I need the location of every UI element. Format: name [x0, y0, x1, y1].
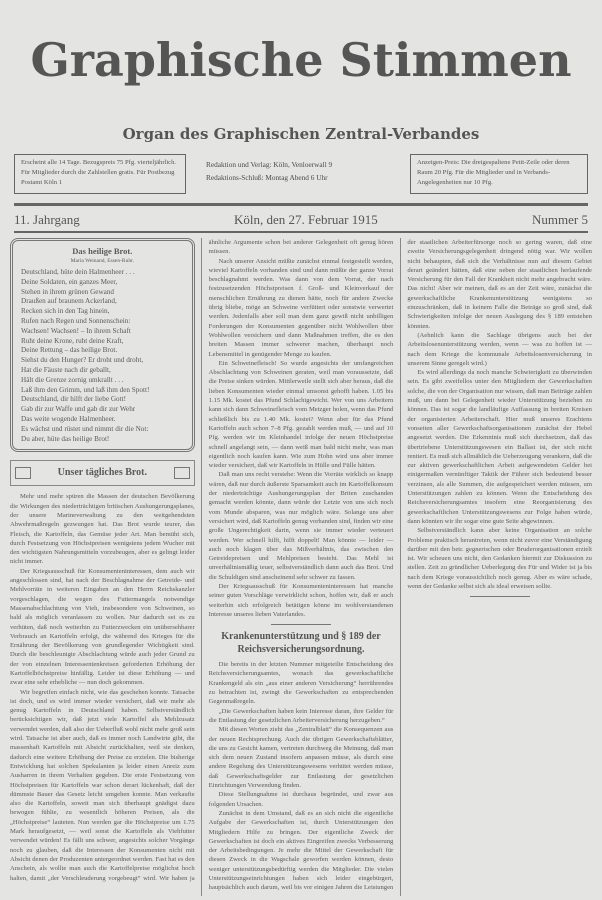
poem-box [10, 238, 195, 452]
volume: 11. Jahrgang [14, 212, 80, 227]
poem-line: Hält die Grenze zornig umkrallt . . . [21, 375, 124, 384]
ornament-square [15, 467, 31, 479]
poem-line: Hat die Fäuste nach dir geballt, [21, 365, 111, 374]
section-end-rule [470, 596, 530, 597]
poem-line: Siehst du den Hunger? Er droht und droht, [21, 356, 144, 365]
article-paragraph: Die bereits in der letzten Nummer mitgeteilte Entscheidung des Reichsversicherungsamtes, wonach das gewerkschaftliche Krankengeld als ein „aus einer anderen Versicherung“ herrührendes zu betrachten ist, zwingt die Gewerkschaften zu entsprechenden Gegenmaßregeln. [208, 661, 394, 706]
dateline-rule [14, 231, 588, 233]
article-paragraph: Mit diesen Worten zieht das „Zentralblatt“ die Konsequenzen aus der neuen Rechtsprechung. Auch die übrigen Gewerkschaftsblätter, die uns zu Gesicht kamen, vertreten durchweg die Meinung, daß man sich dem neuen Zustand insofern anpassen müsse, als durch eine andere Regelung des Unterstützungswesens verhütet werden müsse, daß Gewerkschaftsgelder zur Entlastung der gesetzlichen Einrichtungen Verwendung finden. [208, 726, 394, 790]
header-rule [14, 203, 588, 206]
masthead-subtitle: Organ des Graphischen Zentral-Verbandes [122, 125, 480, 143]
article-paragraph: Ein Schweinefleisch! So wurde angesichts der umfangreichen Abschlachtung von Schweinen geraten, weil man voraussetzte, daß die Preise sinken würden. Mittlerweile stellt sich aber heraus, daß die lieben Konsumenten wieder einmal umsonst gehofft haben. 1.05 bis 1.15 Mk. kostet das Pfund Schlachtgewicht. Wer von uns Arbeitern kann sich dann Schweinefleisch vom Metzger holen, wenn das Pfund schließlich bis zu 1.40 Mk. kostet? Wenn aber für das Pfund Kartoffeln auch schon 7–8 Pfg. gezahlt werden muß, — und auf 10 Pfg. werden wir im Kleinhandel infolge der neuen Höchstpreise schnell angelangt sein, — dann weiß man bald nicht mehr, was man eigentlich noch kaufen kann. Wie zum Hohn wird uns aber immer wieder versichert, daß wir Kartoffeln in Hülle und Fülle hätten. [208, 359, 394, 470]
editorial-address: Redaktion und Verlag: Köln, Venloerwall 9 [206, 160, 333, 169]
poem-line: Deine Rettung – das heilige Brot. [21, 346, 118, 355]
poem-line: Deutschland, hüte dein Halmenheer . . . [21, 268, 135, 276]
body-columns [10, 238, 592, 896]
advertising-info-box: Anzeigen-Preis: Die dreigespaltene Petit-Zeile oder deren Raum 20 Pfg. Für die Mitglieder und in Verbands-Angelegenheiten nur 10 Pfg. [410, 154, 588, 194]
article-title: Krankenunterstützung und § 189 der Reichsversicherungsordnung. [221, 631, 381, 656]
poem-line: Recken sich in den Tag hinein, [21, 307, 110, 316]
poem-line: Es wächst und rüstet und nimmt dir die Not: [21, 424, 149, 433]
article-heading-box [10, 460, 195, 486]
subscription-info-box: Erscheint alle 14 Tage. Bezugspreis 75 Pfg. vierteljährlich. Für Mitglieder durch die Zahlstellen gratis. Für Postbezug Postamt Köln 1 [14, 154, 186, 194]
article-paragraph: (Aehnlich kann die Sachlage übrigens auch bei der Arbeitslosenunterstützung werden, wenn — was zu hoffen ist — nach dem Kriege die kommunale Arbeitslosenversicherung in unserem Sinne geregelt wird.) [407, 331, 592, 367]
issue-date: Köln, den 27. Februar 1915 [234, 212, 378, 227]
poem-author: Maria Weinand, Essen-Ruhr. [70, 258, 134, 264]
ornament-square [174, 467, 190, 479]
editorial-deadline: Redaktions-Schluß: Montag Abend 6 Uhr [206, 173, 328, 182]
poem-line: Deine Soldaten, ein ganzes Meer, [21, 277, 118, 286]
article-paragraph: Selbstverständlich kann aber keine Organisation an solche Probleme praktisch herantreten, wenn nicht zuvor eine Verständigung darüber mit den betr. gegnerischen oder Bruderorganisationen erzielt ist. Wir scheuen uns nicht, den Gedanken hiermit zur Diskussion zu stellen. Zeit zu gründlicher Ueberlegung des Für und Wider ist ja bis nach dem Kriege voraussichtlich noch genug. Aber es wäre schade, wenn der Gedanke selbst sich als ideal erweisen sollte. [407, 527, 592, 590]
article-paragraph: „Die Gewerkschaften haben kein Interesse daran, ihre Gelder für die Entlastung der gesetzlichen Arbeiterversicherung herzugeben.“ [208, 707, 394, 724]
poem-line: Rufen nach Regen und Sonnenschein: [21, 316, 131, 325]
article-paragraph: Der Kriegsausschuß für Konsumenteninteressen, dem auch wir angeschlossen sind, hat nach der Beschlagnahme der Getreide- und Mehlvorräte in weiteren Eingaben an den Herrn Reichskanzler vorgeschlagen, die wegen des Futtermangels notwendige Massenabschlachtung von Vieh, insbesondere von Schweinen, so bald als möglich veranlassen zu wollen. Nur dadurch sei es zu verhüten, daß noch weiterhin zu Futterzwecken ein unübersehbarer Verbrauch an Kartoffeln erfolgt, die während des Krieges für die Ernährung der Bevölkerung von grundlegender Wichtigkeit sind. Durch die beschleunigte Abschlachtung würde auch jeder Grund zu der von einzelnen Interessentenkreisen geforderten Erhöhung der Kartoffelhöchstpreise hinfällig. Leider ist diese Erhöhung — und zwar eine sehr erhebliche — nun doch gekommen. [10, 567, 195, 687]
article-paragraph: Der Kriegsausschuß für Konsumenteninteressen hat manche seiner guten Vorschläge verwirklicht schon, hoffen wir, daß er auch weiterhin sich erfolgreich betätigen könne im wohlverstandenen Interesse unseres lieben Vaterlandes. [208, 582, 394, 618]
poem-line: Das weite wogende Halmenheer. [21, 414, 116, 423]
article-paragraph: Es wird allerdings da noch manche Schwierigkeit zu überwinden sein. Es gibt zweifellos unter den Mitgliedern der Gewerkschaften solche, die von der Organisation nur wissen, daß man Beiträge zahlen muß, um dann bei Gelegenheit wieder Unterstützung beziehen zu können. Das ist sogar die landläufige Auffassung in breiten Kreisen der organisierten Arbeiterschaft. Hier muß unseres Erachtens vonseiten aller Gewerkschaftsorganisationen zunächst der Hebel angesetzt werden. Die Erkenntnis muß sich durchsetzen, daß das übertriebene Unterstützungswesen ein Ballast ist, der sich nicht rentiert. Es muß sich allmählich die Ueberzeugung verankern, daß die zur aktiven gewerkschaftlichen Arbeit aufgewendeten Gelder bei einigermaßen vernünftiger Taktik der Führer sich bedeutend besser verzinsen, als alle Summen, die aufgespeichert werden müssen, um Unterstützungen zahlen zu können. Wenn die Entscheidung des Reichsversicherungsamtes insofern eine Reorganisierung des gewerkschaftlichen Unterstützungswesens zur Folge haben würde, dann könnten wir ihr sogar eine gute Seite abgewinnen. [407, 369, 592, 525]
dateline [14, 210, 588, 230]
masthead-title: Graphische Stimmen [30, 33, 572, 87]
issue-number: Nummer 5 [532, 212, 588, 227]
article-title: Unser tägliches Brot. [57, 467, 147, 479]
article-paragraph: Wir begreifen einfach nicht, wie das geschehen konnte. Tatsache ist doch, und es wird immer wieder versichert, daß wir mehr als genug Kartoffeln in Deutschland haben. Selbstverständlich berücksichtigen wir, daß jetzt viele Kartoffel als Mehlzusatz verwendet werden, daß also der Ueberfluß wohl nicht mehr groß sein wird. Tatsache ist aber auch, daß es immer noch Landwirte gibt, die massenhaft Kartoffeln mit Absicht zurückhalten, weil sie denken, dadurch eine weitere Erhöhung der Preise zu erzielen. Die bisherige Entwicklung hat solchen Spekulanten ja leider einen Anreiz zum Ausharren in ihrem Verhalten gegeben. Die erste Festsetzung von Höchstpreisen für Kartoffeln war schon derart lückenhaft, daß der dümmste Bauer das Gesetz leicht umgehen konnte. Man verkaufte also die Kartoffeln, soweit man sich überhaupt gnädigst dazu bewogen fühlte, zu wesentlich höheren Preisen, als die „Höchstpreise“ lauteten. Nun werden gar die Höchstpreise um 1.75 Mark heraufgesetzt, — weil sonst die Kartoffeln als Viehfutter verwendet würden! Es fällt uns schwer, angesichts solcher Vorgänge noch zu glauben, daß die Interessen der Konsumenten nicht mit Absicht denen der Produzenten untergeordnet werden. Fast hat es den Anschein, als wollte man auch die Kartoffelpreise möglichst hoch halten, damit „der Verschleuderung vorgebeugt“ wird. Wir haben ja ähnliche Argumente schon bei anderer Gelegenheit oft genug hören müssen. [10, 239, 394, 882]
poem-line: Ruht deine Krone, ruht deine Kraft, [21, 336, 124, 345]
article-paragraph: Nach unserer Ansicht müßte zunächst einmal festgestellt werden, wieviel Kartoffeln vorhanden sind und dann müßte der ganze Vorrat beschlagnahmt werden. Was dann von dem Vorrat, der nach festzusetzenden Höchstpreisen f. Groß- und Kleinverkauf der menschlichen Ernährung zu dienen hätte, noch für andere Zwecke übrig bliebe, möge an Schweine verfüttert oder sonstwie verwertet werden. Jedenfalls aber soll man dem ganz gewiß nicht unbilligen Forderungen der Konsumenten gegenüber nicht Wohlwollen über Wohlwollen versichern und dann Maßnahmen treffen, die es den breiten Massen immer schwerer machen, überhaupt noch Lebensmittel in genügender Menge zu kaufen. [208, 257, 394, 358]
poem-lines [21, 268, 184, 444]
article-paragraph: Daß man uns recht verstehe: Wenn die Vorräte wirklich so knapp wären, daß nur durch äußerste Sparsamkeit auch im Kartoffelkonsum der niederträchtige Aushungerungsplan der Briten zuschanden gemacht werden könnte, dann würde der Letzte von uns sich noch vom Munde absparen, was nur möglich wäre. Solange uns aber versichert wird, daß Kartoffeln genug vorhanden sind, finden wir eine große Ungerechtigkeit darin, wenn sie immer wieder verteuert werden. Wer schnell hilft, hilft doppelt! Man könnte — leider — auch noch klagen über das Mißverhältnis, das zwischen den Getreidepreisen und Mehlpreisen besteht. Das Mehl ist unverhältnismäßig teuer, selbstverständlich dann auch das Brot. Und die Schuldigen sind anscheinend sehr schwer zu fassen. [208, 471, 394, 581]
poem-line: Laß ihm den Grimm, und laß ihm den Spott! [21, 385, 150, 394]
article-paragraph: Diese Stellungnahme ist durchaus begründet, und zwar aus folgenden Ursachen. [208, 791, 394, 808]
editorial-info [206, 158, 404, 184]
poem-line: Du aber, hüte das heilige Brot! [21, 434, 110, 443]
poem-title: Das heilige Brot. [72, 246, 133, 256]
poem-line: Stehen in ihrem grünen Gewand [21, 287, 115, 296]
poem-line: Wachsen! Wachsen! – In ihrem Schaft [21, 326, 131, 335]
article-paragraph: Zunächst in dem Umstand, daß es an sich nicht die eigentliche Aufgabe der Gewerkschaften ist, durch Unterstützungen den Mitgliedern Hilfe zu bringen. Der eigentliche Zweck der Gewerkschaften ist doch ein aktives Eingreifen zwecks Verbesserung der Arbeitsbedingungen. Je mehr die Mittel der Gewerkschaft für diesen Zweck in die Wagschale geworfen werden können, desto weniger unterstützungsbedürftig werden die Mitglieder. Die vielen Unterstützungseinrichtungen haben sich leider eingebürgert, hauptsächlich auch darum, weil bis vor einigen Jahren die Leistungen der staatlichen Arbeiterfürsorge noch so gering waren, daß eine zweite Versicherungsgelegenheit dringend nötig war. Wir wollen nicht behaupten, daß sich die Verhältnisse nun auf diesem Gebiet derart geändert hätten, daß eine neben der staatlichen herlaufende Versicherung für den Fall der Krankheit nicht mehr angebracht wäre. Das nicht! Aber wir meinen, daß es an der Zeit wäre, zunächst die gewerkschaftliche Krankenunterstützung wenigstens so einzuschränken, daß in keinem Falle die Beträge so groß sind, daß Schwierigkeiten infolge der neuen Auslegung des § 189 entstehen könnten. [208, 239, 592, 892]
article-paragraph: Mehr und mehr spüren die Massen der deutschen Bevölkerung die Wirkungen des niederträchtigen britischen Aushungerungsplanes, der unsere Marineverwaltung zu den weitgehendsten Abwehrmaßregeln gezwungen hat. Das Brot wurde teurer, das Fleisch, die Kartoffeln, das Gemüse jeder Art. Man bemüht sich, durch Festsetzung von Höchstpreisen wenigstens jedem Wucher mit den wichtigsten Nahrungsmitteln vorzubeugen, aber es gelingt leider nicht immer. [10, 493, 195, 566]
poem-line: Draußen auf braunem Ackerland, [21, 297, 117, 306]
poem-line: Deutschland, dir hilft der liebe Gott! [21, 395, 126, 404]
poem-line: Gab dir zur Waffe und gab dir zur Wehr [21, 405, 136, 414]
section-divider [271, 624, 331, 625]
